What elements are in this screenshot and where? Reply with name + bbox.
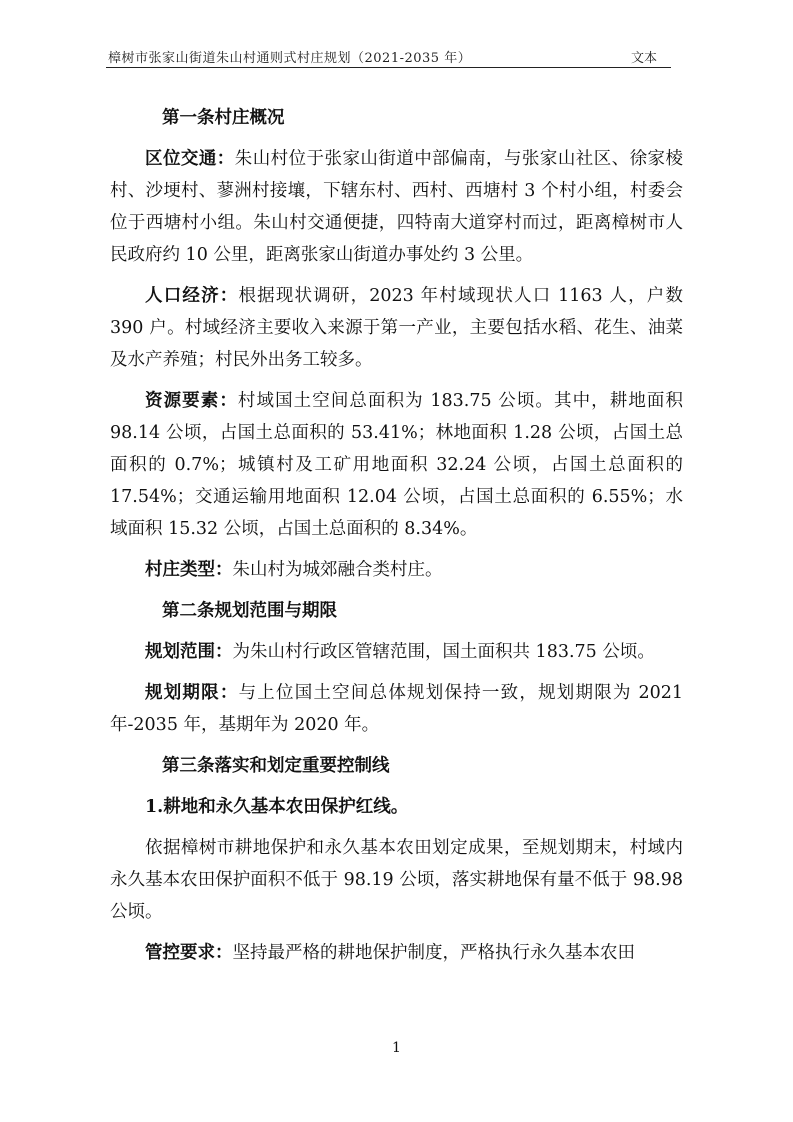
- paragraph-resources: [110, 385, 683, 545]
- text-location: 朱山村位于张家山街道中部偏南，与张家山社区、徐家棱村、沙埂村、蓼洲村接壤，下辖东村、西村、西塘村 3 个村小组，村委会位于西塘村小组。朱山村交通便捷，四特南大道穿村而过，距离樟树市人民政府约 10 公里，距离张家山街道办事处约 3 公里。: [110, 149, 684, 265]
- paragraph-control: [110, 937, 683, 969]
- paragraph-population: [110, 280, 683, 376]
- section-heading-2: 第二条规划范围与期限: [162, 601, 337, 621]
- label-population: 人口经济：: [145, 286, 239, 306]
- section-heading-1: 第一条村庄概况: [162, 108, 285, 128]
- text-control: 坚持最严格的耕地保护制度，严格执行永久基本农田: [232, 943, 635, 963]
- header-rule: [106, 67, 671, 68]
- label-period: 规划期限：: [145, 683, 239, 703]
- paragraph-scope: [110, 636, 683, 668]
- label-scope: 规划范围：: [145, 642, 233, 662]
- document-body: [110, 102, 683, 969]
- label-village-type: 村庄类型：: [145, 560, 233, 580]
- text-resources: 村域国土空间总面积为 183.75 公顷。其中，耕地面积 98.14 公顷，占国土总面积的 53.41%；林地面积 1.28 公顷，占国土总面积的 0.7%；城镇村及工矿用地面积 32.24 公顷，占国土总面积的 17.54%；交通运输用地面积 12.04 公顷，占国土总面积的 6.55%；水域面积 15.32 公顷，占国土总面积的 8.34%。: [110, 391, 684, 539]
- text-population: 根据现状调研，2023 年村域现状人口 1163 人，户数 390 户。村域经济主要收入来源于第一产业，主要包括水稻、花生、油菜及水产养殖；村民外出务工较多。: [110, 286, 683, 370]
- section-heading-3: 第三条落实和划定重要控制线: [162, 756, 390, 776]
- label-location: 区位交通：: [145, 149, 235, 169]
- page-number: 1: [392, 1040, 401, 1056]
- paragraph-period: [110, 677, 683, 741]
- text-scope: 为朱山村行政区管辖范围，国土面积共 183.75 公顷。: [232, 642, 655, 662]
- subsection-heading-farmland: 1.耕地和永久基本农田保护红线。: [145, 797, 409, 817]
- text-period: 与上位国土空间总体规划保持一致，规划期限为 2021 年-2035 年，基期年为 2020 年。: [110, 683, 683, 735]
- paragraph-location: [110, 143, 683, 271]
- running-header-doc-type: 文本: [630, 51, 657, 66]
- label-resources: 资源要素：: [145, 391, 238, 411]
- running-header-title: 樟树市张家山街道朱山村通则式村庄规划（2021-2035 年）: [108, 51, 472, 66]
- paragraph-farmland: 依据樟树市耕地保护和永久基本农田划定成果，至规划期末，村域内永久基本农田保护面积不低于 98.19 公顷，落实耕地保有量不低于 98.98 公顷。: [110, 838, 683, 922]
- paragraph-village-type: [110, 554, 683, 586]
- text-village-type: 朱山村为城郊融合类村庄。: [232, 560, 443, 580]
- label-control: 管控要求：: [145, 943, 233, 963]
